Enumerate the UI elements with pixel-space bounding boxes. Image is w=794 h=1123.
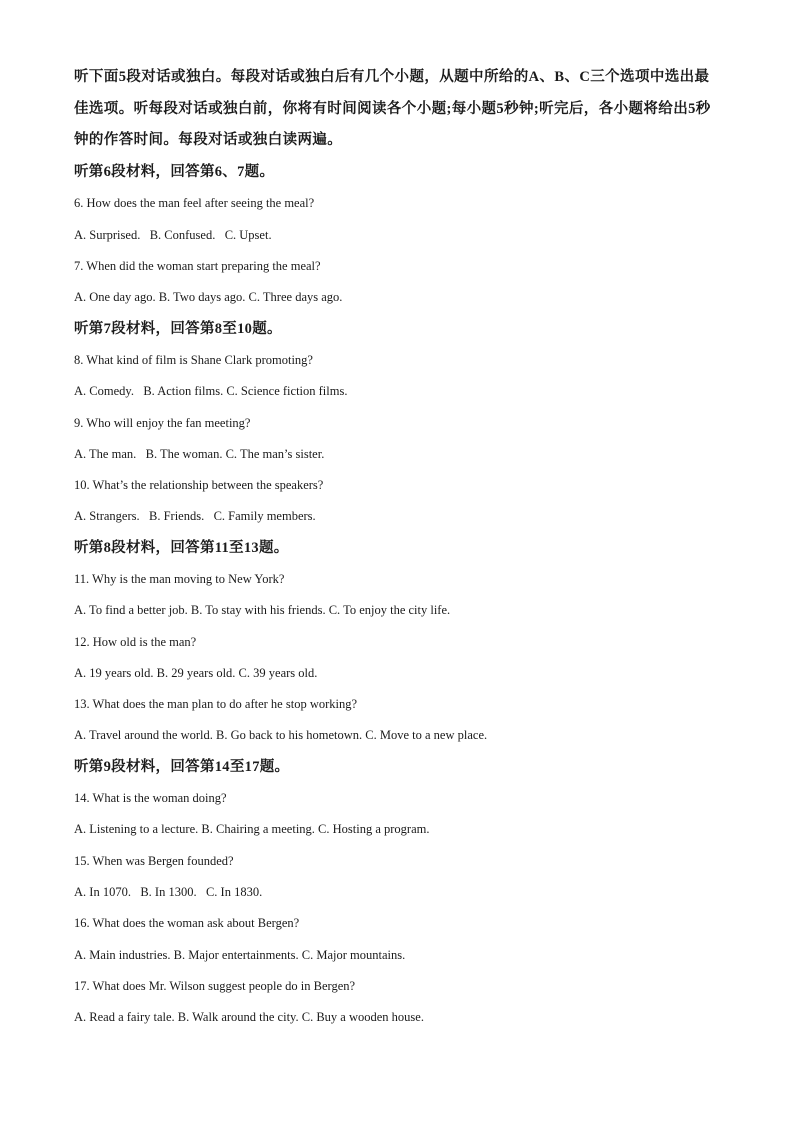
instructions-paragraph: 听下面5段对话或独白。每段对话或独白后有几个小题，从题中所给的A、B、C三个选项中选出最佳选项。听每段对话或独白前，你将有时间阅读各个小题;每小题5秒钟;听完后，各小题将给出5秒钟的作答时间。每段对话或独白读两遍。 xyxy=(74,69,711,148)
question-15: 15. When was Bergen founded? xyxy=(74,853,234,868)
question-13: 13. What does the man plan to do after he stop working? xyxy=(74,697,358,712)
question-9: 9. Who will enjoy the fan meeting? xyxy=(74,415,251,430)
section-9 xyxy=(74,751,724,1033)
question-16: 16. What does the woman ask about Bergen? xyxy=(74,916,300,931)
section-heading: 听第8段材料，回答第11至13题。 xyxy=(74,539,289,556)
question-11: 11. Why is the man moving to New York? xyxy=(74,572,285,586)
options-17: A. Read a fairy tale. B. Walk around the city. C. Buy a wooden house. xyxy=(74,1010,424,1025)
options-7: A. One day ago. B. Two days ago. C. Three days ago. xyxy=(74,290,343,305)
options-8: A. Comedy. B. Action films. C. Science fiction films. xyxy=(74,384,348,399)
options-13: A. Travel around the world. B. Go back to his hometown. C. Move to a new place. xyxy=(74,728,488,743)
question-10: 10. What’s the relationship between the speakers? xyxy=(74,478,324,493)
question-8: 8. What kind of film is Shane Clark promoting? xyxy=(74,352,313,367)
question-14: 14. What is the woman doing? xyxy=(74,791,227,806)
options-9: A. The man. B. The woman. C. The man’s sister. xyxy=(74,446,325,461)
options-10: A. Strangers. B. Friends. C. Family members. xyxy=(74,509,316,524)
section-8 xyxy=(74,532,724,751)
question-7: 7. When did the woman start preparing the meal? xyxy=(74,259,321,274)
document-page xyxy=(74,62,724,1033)
options-14: A. Listening to a lecture. B. Chairing a meeting. C. Hosting a program. xyxy=(74,822,430,837)
options-11: A. To find a better job. B. To stay with his friends. C. To enjoy the city life. xyxy=(74,603,451,618)
question-17: 17. What does Mr. Wilson suggest people do in Bergen? xyxy=(74,978,356,993)
section-6 xyxy=(74,157,724,313)
section-7 xyxy=(74,313,724,532)
options-12: A. 19 years old. B. 29 years old. C. 39 years old. xyxy=(74,665,318,680)
section-heading: 听第9段材料，回答第14至17题。 xyxy=(74,758,290,775)
options-15: A. In 1070. B. In 1300. C. In 1830. xyxy=(74,884,263,899)
options-16: A. Main industries. B. Major entertainments. C. Major mountains. xyxy=(74,947,406,962)
section-heading: 听第7段材料，回答第8至10题。 xyxy=(74,320,282,337)
question-12: 12. How old is the man? xyxy=(74,634,197,649)
question-6: 6. How does the man feel after seeing the meal? xyxy=(74,196,315,211)
options-6: A. Surprised. B. Confused. C. Upset. xyxy=(74,227,272,242)
section-heading: 听第6段材料，回答第6、7题。 xyxy=(74,164,275,181)
